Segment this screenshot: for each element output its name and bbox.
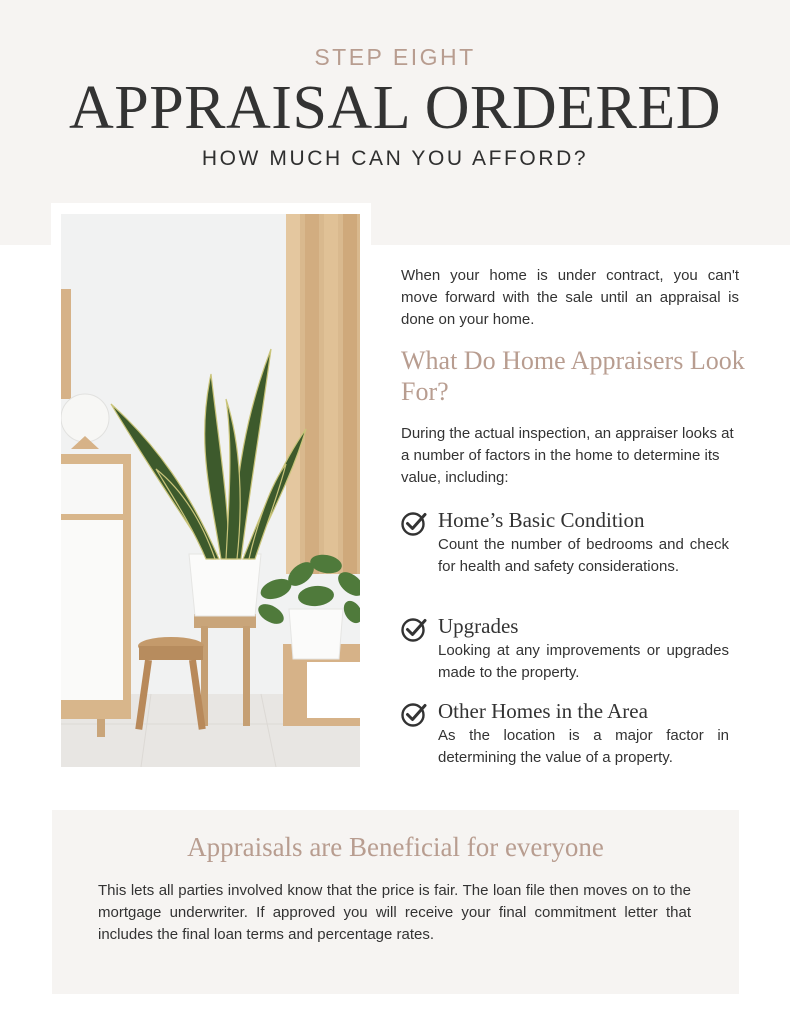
interior-plant-photo bbox=[61, 214, 360, 767]
section-heading: What Do Home Appraisers Look For? bbox=[401, 346, 745, 406]
factor-description: Looking at any improvements or upgrades made to the property. bbox=[438, 642, 729, 681]
factor-description: Count the number of bedrooms and check for health and safety considerations. bbox=[438, 536, 729, 575]
benefits-paragraph: This lets all parties involved know that the price is fair. The loan file then moves on to the mortgage underwriter. If approved you will receive your final commitment letter that includes the final loan terms and percentage rates. bbox=[98, 882, 691, 943]
benefits-heading: Appraisals are Beneficial for everyone bbox=[187, 832, 604, 862]
check-circle-icon bbox=[401, 702, 427, 728]
factor-description: As the location is a major factor in determining the value of a property. bbox=[438, 727, 729, 766]
step-label: STEP EIGHT bbox=[314, 44, 476, 70]
page-title: APPRAISAL ORDERED bbox=[68, 74, 722, 142]
factor-item bbox=[401, 506, 736, 601]
factor-item bbox=[401, 612, 736, 687]
factor-title: Other Homes in the Area bbox=[438, 699, 648, 723]
check-circle-icon bbox=[401, 511, 427, 537]
factor-title: Home’s Basic Condition bbox=[438, 508, 645, 532]
benefits-box bbox=[52, 810, 739, 994]
check-circle-icon bbox=[401, 617, 427, 643]
factor-item bbox=[401, 697, 736, 772]
factor-title: Upgrades bbox=[438, 614, 519, 638]
intro-paragraph: When your home is under contract, you can't move forward with the sale until an appraisal is done on your home. bbox=[401, 267, 739, 328]
inspection-paragraph: During the actual inspection, an appraiser looks at a number of factors in the home to determine its value, including: bbox=[401, 425, 734, 486]
page-subtitle: HOW MUCH CAN YOU AFFORD? bbox=[201, 147, 589, 170]
